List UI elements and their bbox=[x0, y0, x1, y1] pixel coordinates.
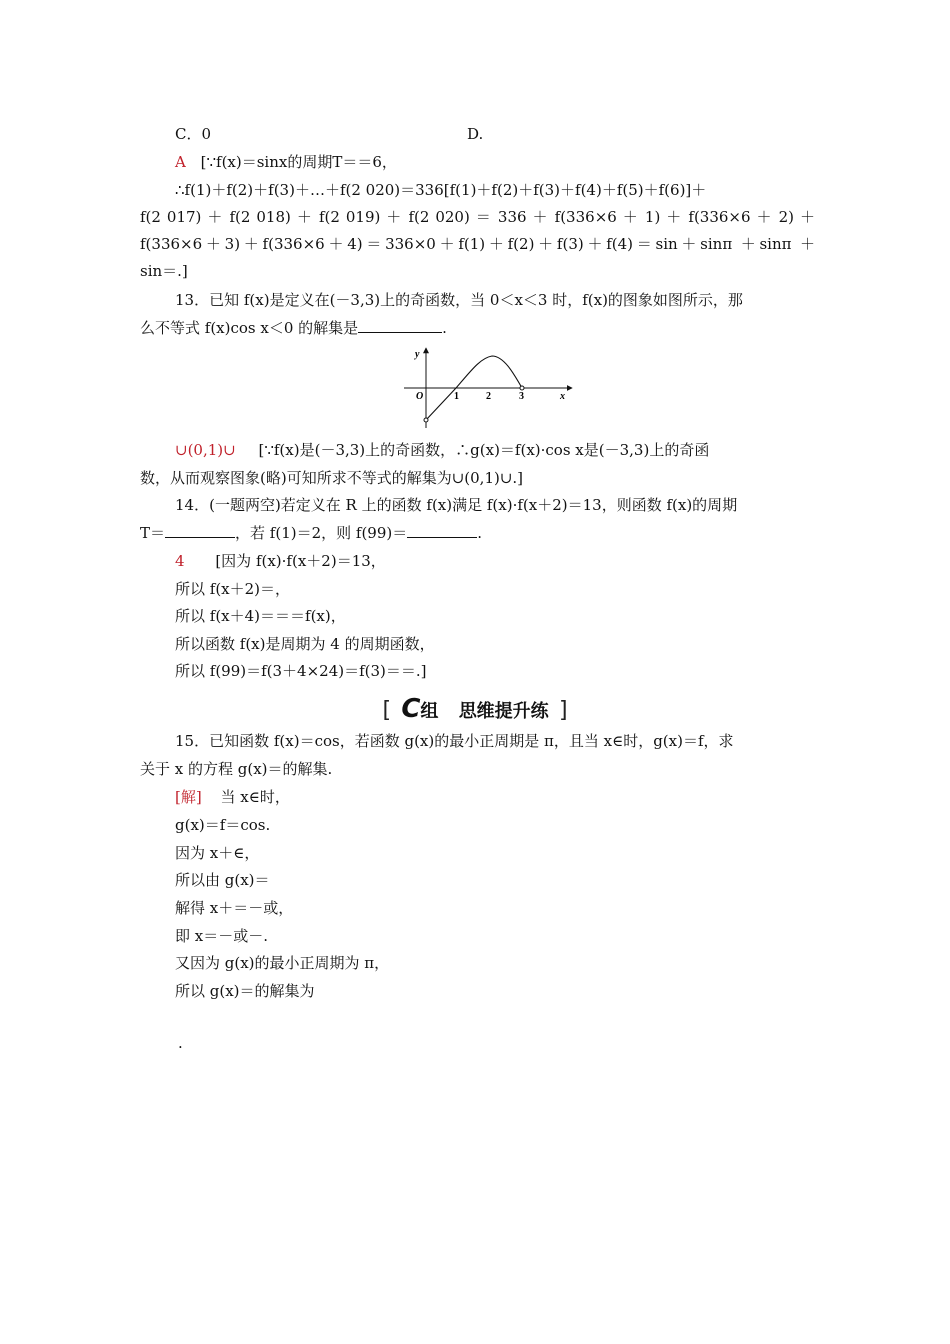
x-axis-label: x bbox=[560, 391, 565, 402]
solution-line: ∴f(1)＋f(2)＋f(3)＋…＋f(2 020)＝336[f(1)＋f(2)＋f(3)＋f(4)＋f(5)＋f(6)]＋ bbox=[175, 181, 707, 199]
origin-label: O bbox=[416, 391, 424, 402]
period: . bbox=[477, 524, 483, 542]
tick-label: 3 bbox=[519, 391, 524, 402]
solution-tag: [解] bbox=[175, 788, 202, 806]
solution-end: . bbox=[178, 1034, 183, 1052]
tick-label: 1 bbox=[454, 391, 459, 402]
solution-15 bbox=[175, 787, 290, 807]
solution-line: g(x)＝f＝cos. bbox=[175, 816, 271, 834]
answer-12-text: [∵f(x)＝sinx的周期T＝＝6， bbox=[200, 153, 397, 171]
solution-line: 所以 f(99)＝f(3＋4×24)＝f(3)＝＝.] bbox=[175, 662, 427, 680]
left-bracket: [ bbox=[382, 698, 392, 723]
question-15-cont: 关于 x 的方程 g(x)＝的解集. bbox=[140, 760, 333, 778]
answer-13-result: ∪(0,1)∪ bbox=[175, 441, 236, 459]
group-label: 组 bbox=[420, 701, 439, 722]
option-c: C．0 bbox=[175, 125, 212, 143]
solution-line: 又因为 g(x)的最小正周期为 π， bbox=[175, 954, 390, 972]
question-13: 13．已知 f(x)是定义在(－3,3)上的奇函数，当 0＜x＜3 时，f(x)的图象如图所示，那 bbox=[175, 291, 743, 309]
question-13-text: 么不等式 f(x)cos x＜0 的解集是 bbox=[140, 319, 359, 337]
answer-blank[interactable] bbox=[358, 318, 442, 333]
solution-text: 当 x∈时， bbox=[220, 788, 290, 806]
right-bracket: ] bbox=[558, 698, 568, 723]
period: . bbox=[442, 319, 447, 337]
answer-letter: A bbox=[175, 153, 186, 171]
open-point bbox=[424, 418, 428, 422]
solution-line: 解得 x＋＝－或， bbox=[175, 899, 294, 917]
answer-blank[interactable] bbox=[165, 523, 235, 538]
solution-line: 因为 x＋∈， bbox=[175, 844, 260, 862]
answer-14 bbox=[175, 551, 386, 571]
tick-label: 2 bbox=[486, 391, 491, 402]
solution-line: f(336×6＋3)＋f(336×6＋4)＝336×0＋f(1)＋f(2)＋f(3)＋f(4)＝sin＋sinπ ＋sinπ ＋ bbox=[140, 235, 815, 253]
answer-12 bbox=[175, 152, 397, 172]
solution-line: 所以 f(x＋2)＝， bbox=[175, 580, 291, 598]
answer-13 bbox=[175, 440, 709, 460]
solution-line: 即 x＝－或－. bbox=[175, 927, 268, 945]
question-15: 15．已知函数 f(x)＝cos，若函数 g(x)的最小正周期是 π，且当 x∈时，g(x)＝f，求 bbox=[175, 732, 734, 750]
answer-14-text: [因为 f(x)·f(x＋2)＝13， bbox=[215, 552, 386, 570]
y-axis-label: y bbox=[415, 349, 420, 360]
section-title: 思维提升练 bbox=[458, 701, 549, 722]
answer-13-text: [∵f(x)是(－3,3)上的奇函数，∴g(x)＝f(x)·cos x是(－3,3)上的奇函 bbox=[258, 441, 710, 459]
solution-line: 所以函数 f(x)是周期为 4 的周期函数， bbox=[175, 635, 435, 653]
answer-13-cont: 数，从而观察图象(略)可知所求不等式的解集为∪(0,1)∪.] bbox=[140, 469, 524, 487]
question-14-cont bbox=[140, 523, 482, 543]
period-label: T＝ bbox=[140, 524, 166, 542]
option-d: D. bbox=[467, 125, 484, 143]
open-point bbox=[520, 386, 524, 390]
group-letter: C bbox=[401, 694, 421, 724]
question-14: 14．(一题两空)若定义在 R 上的函数 f(x)满足 f(x)·f(x＋2)＝13，则函数 f(x)的周期 bbox=[175, 496, 738, 514]
solution-line: f(2 017) ＋ f(2 018) ＋ f(2 019) ＋ f(2 020) ＝ 336 ＋ f(336×6 ＋ 1) ＋ f(336×6 ＋ 2) ＋ bbox=[140, 208, 815, 226]
solution-line: 所以 g(x)＝的解集为 bbox=[175, 982, 315, 1000]
solution-line: sin＝.] bbox=[140, 262, 188, 280]
solution-line: 所以由 g(x)＝ bbox=[175, 871, 270, 889]
solution-line: 所以 f(x＋4)＝＝＝f(x)， bbox=[175, 607, 346, 625]
function-graph bbox=[398, 344, 578, 432]
answer-blank[interactable] bbox=[407, 523, 477, 538]
answer-14-result: 4 bbox=[175, 552, 185, 570]
question-13-cont bbox=[140, 318, 447, 338]
section-header bbox=[0, 694, 950, 724]
question-14-text: ，若 f(1)＝2，则 f(99)＝ bbox=[235, 524, 408, 542]
